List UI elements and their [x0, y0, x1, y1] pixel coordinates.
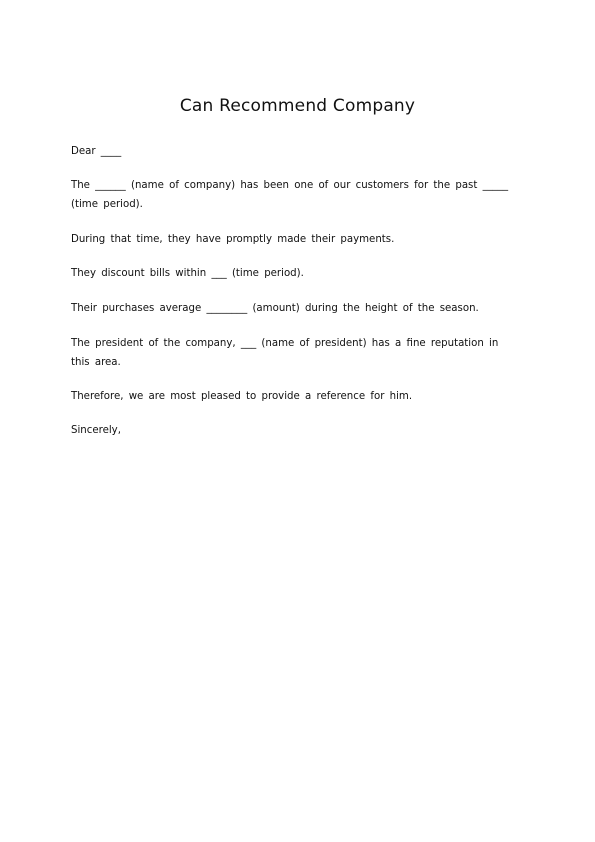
letter-paragraph-purchases: Their purchases average ________ (amount) during the height of the season.	[71, 303, 479, 314]
letter-closing: Sincerely,	[71, 425, 121, 436]
letter-paragraph-payments: During that time, they have promptly made their payments.	[71, 234, 395, 245]
document-title: Can Recommend Company	[179, 96, 416, 116]
letter-paragraph-discount-bills: They discount bills within ___ (time period).	[71, 268, 304, 279]
letter-paragraph-customer-history: The ______ (name of company) has been one of our customers for the past _____ (time period).	[71, 180, 509, 210]
letter-greeting: Dear ____	[71, 146, 122, 157]
letter-paragraph-president: The president of the company, ___ (name of president) has a fine reputation in this area.	[71, 338, 499, 368]
letter-paragraph-reference: Therefore, we are most pleased to provide a reference for him.	[71, 391, 413, 402]
